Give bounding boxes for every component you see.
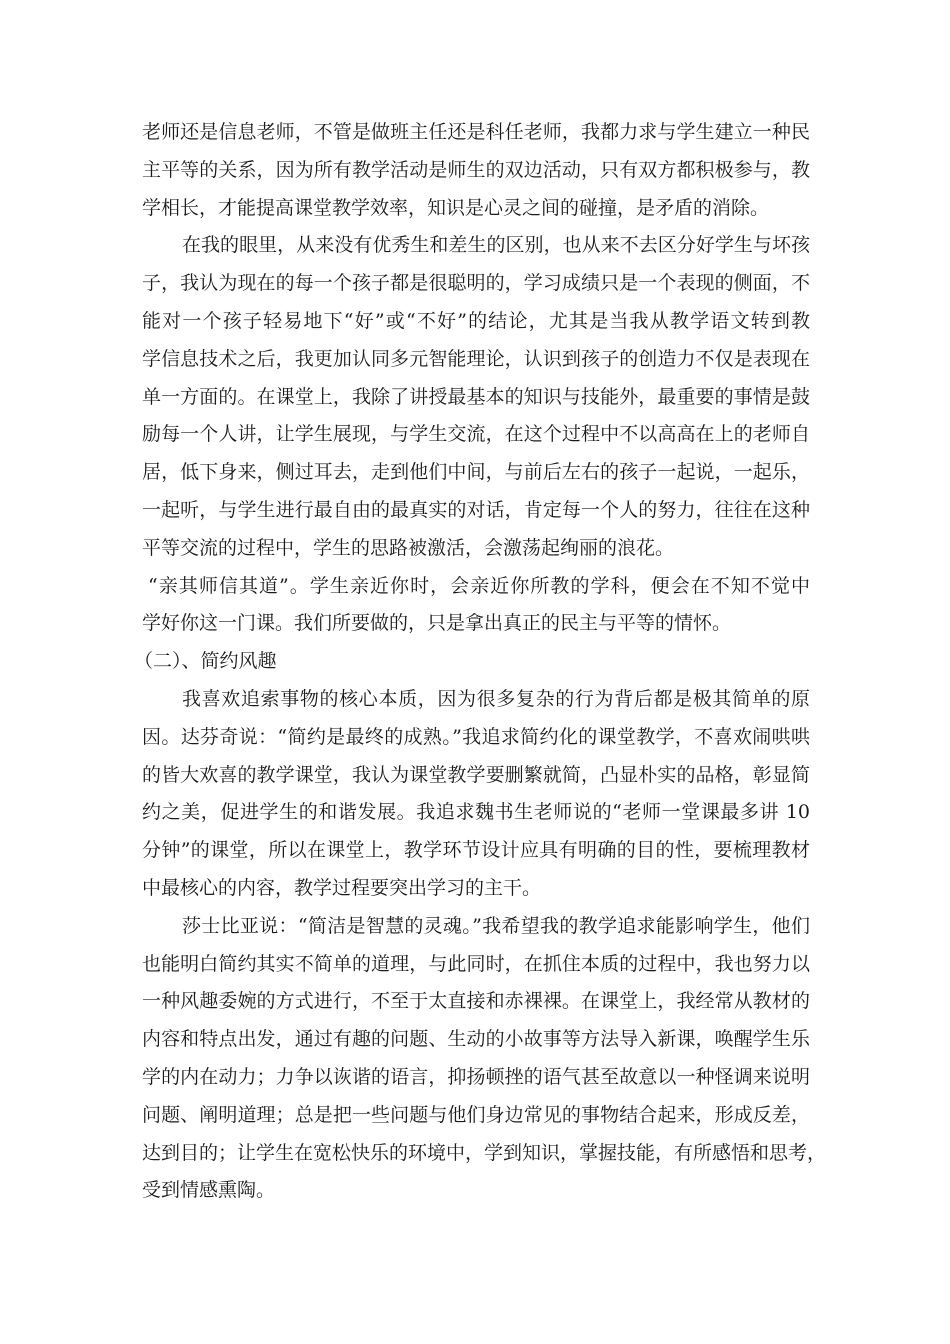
text-line: 分钟”的课堂，所以在课堂上，教学环节设计应具有明确的目的性，要梳理教材 [142, 839, 810, 862]
text-line: 子，我认为现在的每一个孩子都是很聪明的，学习成绩只是一个表现的侧面，不 [142, 272, 810, 295]
text-line: 中最核心的内容，教学过程要突出学习的主干。 [142, 876, 542, 899]
body-text [134, 114, 827, 1210]
text-line: 学信息技术之后，我更加认同多元智能理论，认识到孩子的创造力不仅是表现在 [142, 347, 810, 370]
text-line: 达到目的；让学生在宽松快乐的环境中，学到知识，掌握技能，有所感悟和思考， [142, 1141, 827, 1164]
text-line: 一起听，与学生进行最自由的最真实的对话，肯定每一个人的努力，往往在这种 [142, 498, 810, 521]
text-line: “亲其师信其道”。学生亲近你时，会亲近你所教的学科，便会在不知不觉中 [148, 574, 810, 597]
text-line: 的皆大欢喜的教学课堂，我认为课堂教学要删繁就简，凸显朴实的品格，彰显简 [142, 763, 810, 786]
text-line: 我喜欢追索事物的核心本质，因为很多复杂的行为背后都是极其简单的原 [182, 687, 810, 710]
text-line: 一种风趣委婉的方式进行，不至于太直接和赤裸裸。在课堂上，我经常从教材的 [142, 990, 810, 1013]
text-line: 也能明白简约其实不简单的道理，与此同时，在抓住本质的过程中，我也努力以 [142, 952, 810, 975]
text-line: 学好你这一门课。我们所要做的，只是拿出真正的民主与平等的情怀。 [142, 612, 732, 635]
text-line: 莎士比亚说：“简洁是智慧的灵魂。”我希望我的教学追求能影响学生，他们 [182, 914, 810, 937]
text-line: 学相长，才能提高课堂教学效率，知识是心灵之间的碰撞，是矛盾的消除。 [142, 196, 770, 219]
text-line: 居，低下身来，侧过耳去，走到他们中间，与前后左右的孩子一起说，一起乐， [142, 461, 810, 484]
text-line: 内容和特点出发，通过有趣的问题、生动的小故事等方法导入新课，唤醒学生乐 [142, 1028, 810, 1051]
section-heading: （二）、简约风趣 [134, 650, 277, 673]
text-line: 主平等的关系，因为所有教学活动是师生的双边活动，只有双方都积极参与，教 [142, 158, 810, 181]
text-line: 老师还是信息老师，不管是做班主任还是科任老师，我都力求与学生建立一种民 [142, 121, 810, 143]
text-line: 励每一个人讲，让学生展现，与学生交流，在这个过程中不以高高在上的老师自 [142, 423, 810, 446]
text-line: 约之美，促进学生的和谐发展。我追求魏书生老师说的“老师一堂课最多讲 10 [142, 801, 810, 824]
text-line: 因。达芬奇说：“简约是最终的成熟。”我追求简约化的课堂教学，不喜欢闹哄哄 [142, 725, 810, 748]
text-line: 受到情感熏陶。 [142, 1179, 276, 1202]
text-line: 在我的眼里，从来没有优秀生和差生的区别，也从来不去区分好学生与坏孩 [182, 234, 810, 257]
text-line: 单一方面的。在课堂上，我除了讲授最基本的知识与技能外，最重要的事情是鼓 [142, 385, 810, 408]
text-line: 平等交流的过程中，学生的思路被激活，会激荡起绚丽的浪花。 [142, 536, 675, 559]
text-line: 问题、阐明道理；总是把一些问题与他们身边常见的事物结合起来，形成反差， [142, 1103, 810, 1126]
text-line: 学的内在动力；力争以诙谐的语言，抑扬顿挫的语气甚至故意以一种怪调来说明 [142, 1065, 810, 1088]
text-line: 能对一个孩子轻易地下“好”或“不好”的结论，尤其是当我从教学语文转到教 [142, 309, 810, 332]
